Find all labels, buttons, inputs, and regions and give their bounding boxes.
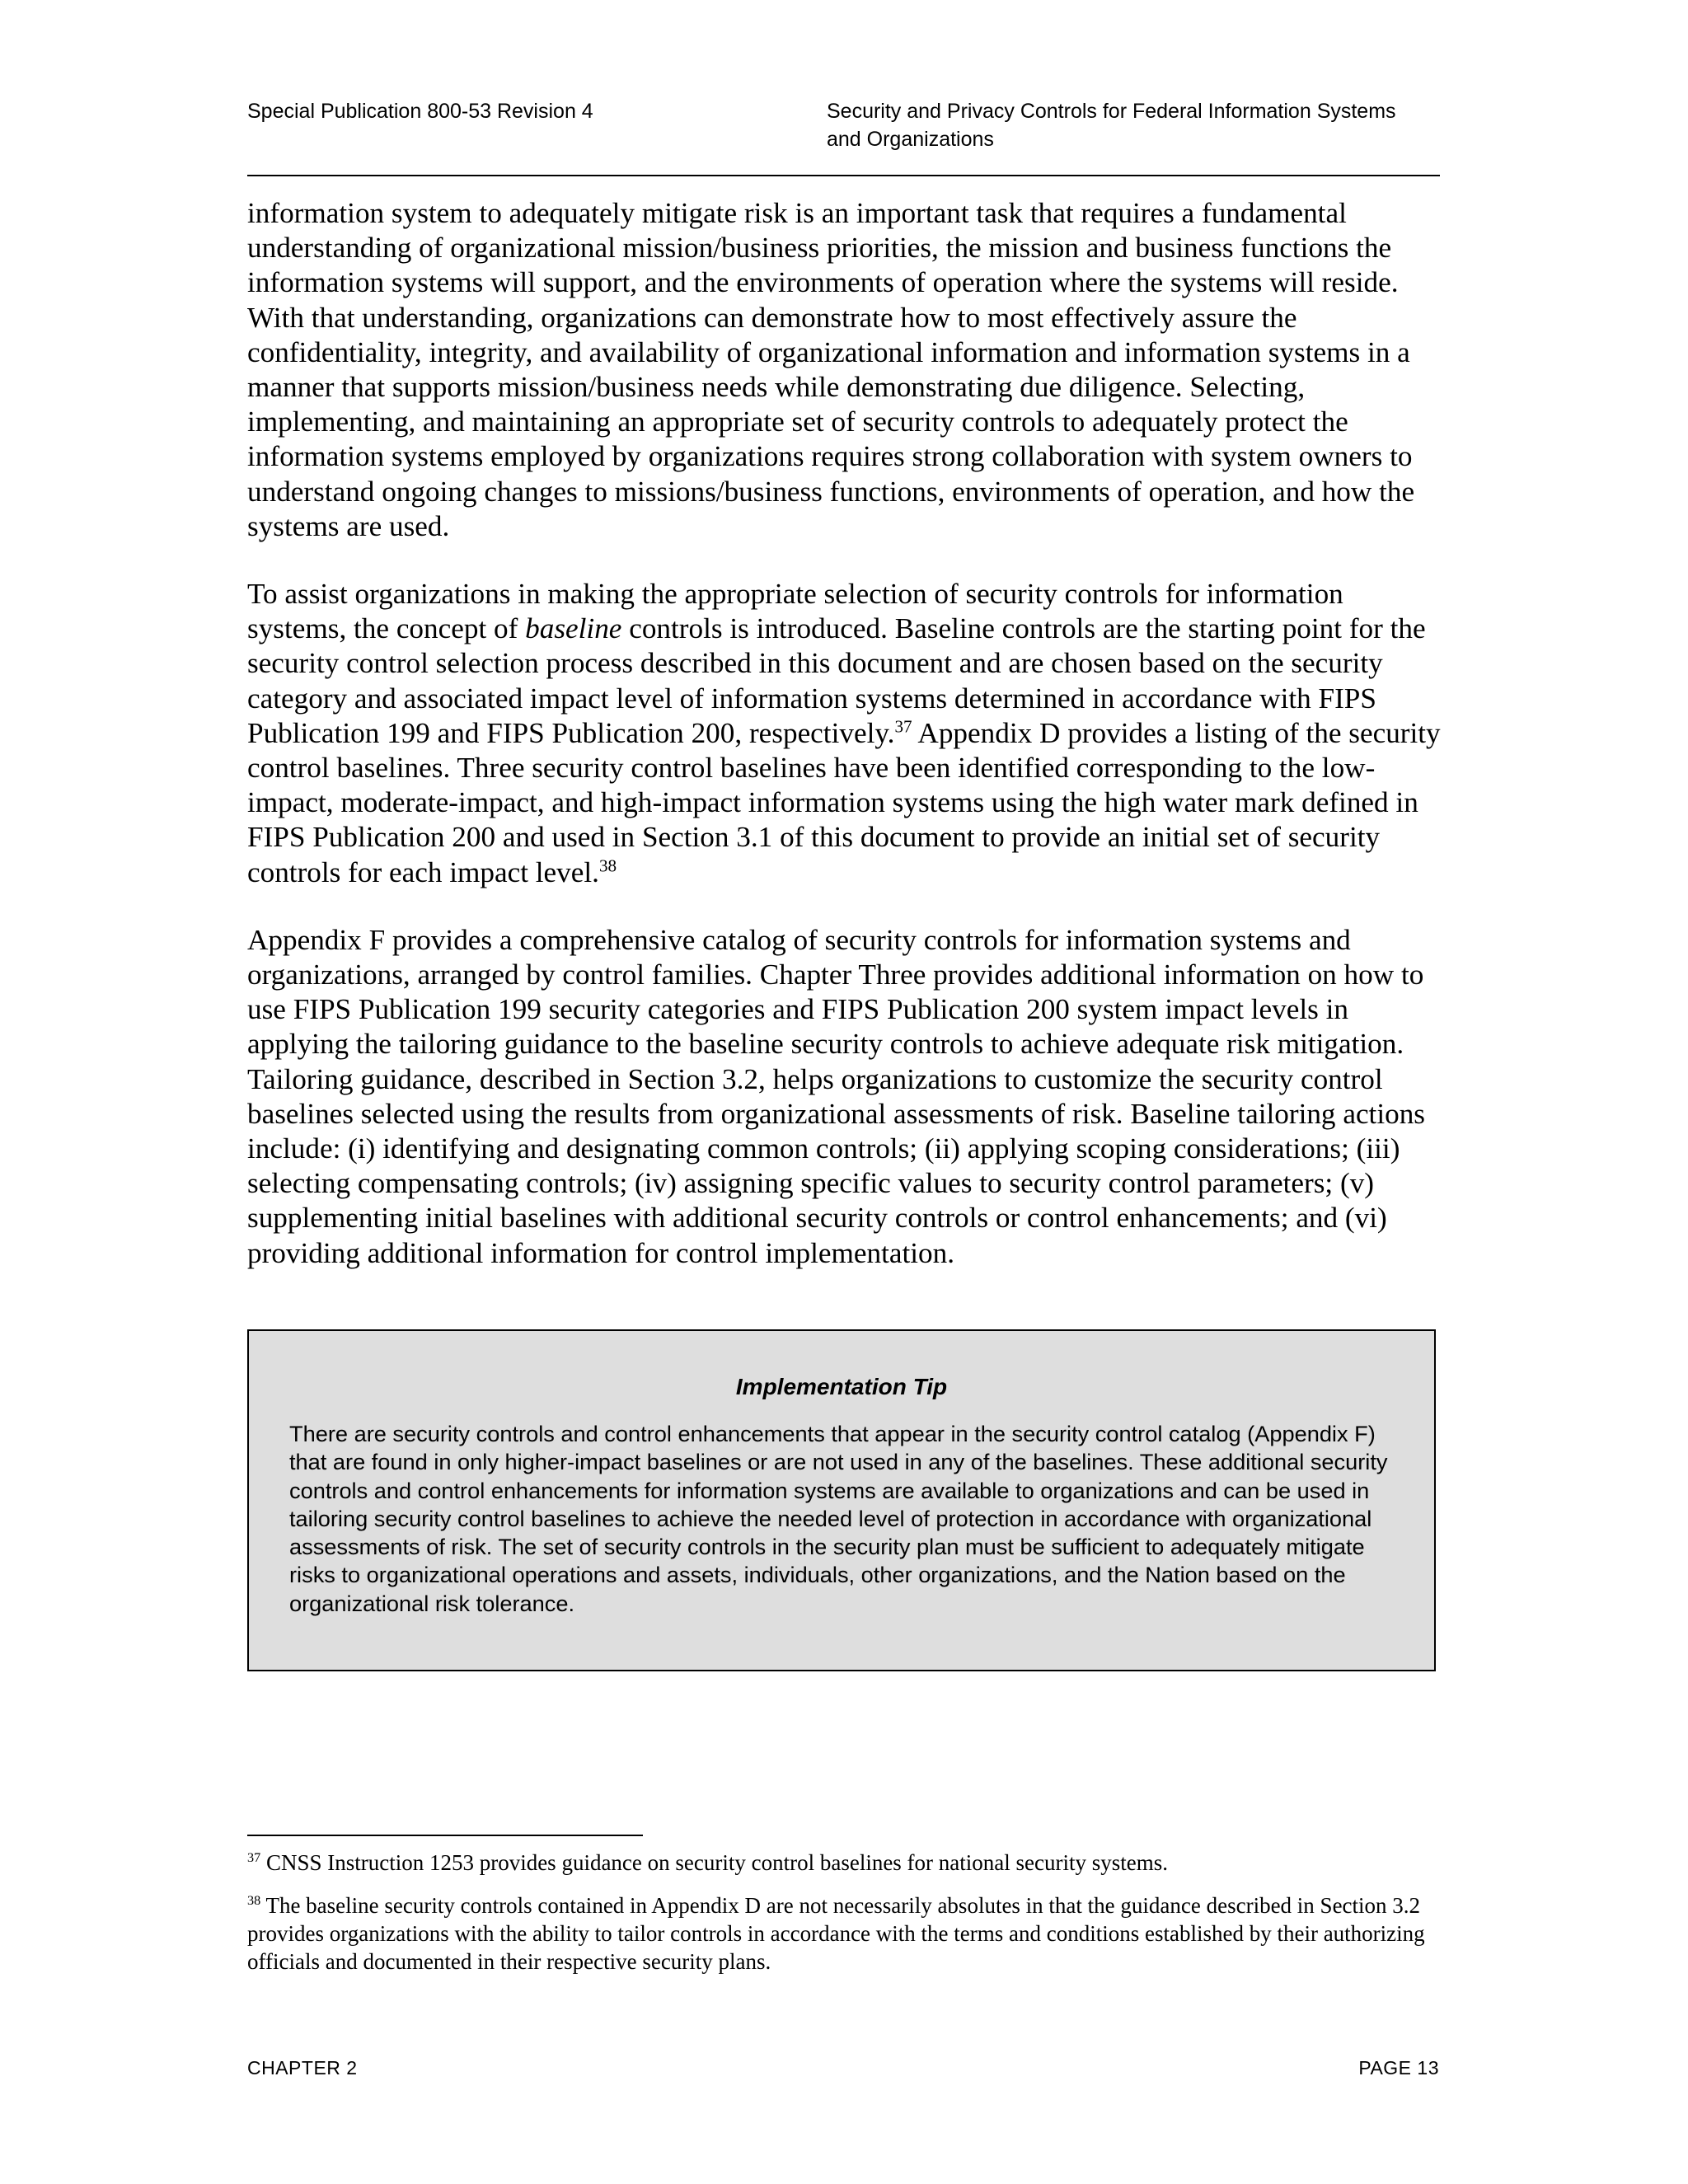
footnote-text-37: CNSS Instruction 1253 provides guidance on security control baselines for national security systems. [260,1850,1168,1875]
tip-text: There are security controls and control enhancements that appear in the security control catalog (Appendix F) that are found in only higher-impact baselines or are not used in any of the baselines. These additional security controls and control enhancements for information systems are available to organizations and can be used in tailoring security control baselines to achieve the needed level of protection in accordance with organizational assessments of risk. The set of security controls in the security plan must be sufficient to adequately mitigate risks to organizational operations and assets, individuals, other organizations, and the Nation based on the organizational risk tolerance. [289,1421,1388,1616]
footnotes [247,1849,1442,1990]
header-title-line2: and Organizations [827,128,994,151]
footnote-number-38: 38 [247,1893,261,1908]
main-body [247,196,1444,1304]
footer-chapter: CHAPTER 2 [247,2057,358,2079]
footnote-divider [247,1835,643,1836]
paragraph-2-part-b: controls is introduced. Baseline controls are the starting point for the security control selection process described in this document and are chosen based on the security category and associated impact level of information systems determined in accordance with FIPS Publication 199 and FIPS Publication 200, respectively. [247,612,1426,749]
paragraph-1: information system to adequately mitigate risk is an important task that requires a fundamental understanding of organizational mission/business priorities, the mission and business functions the information systems will support, and the environments of operation where the systems will reside. With that understanding, organizations can demonstrate how to most effectively assure the confidentiality, integrity, and availability of organizational information and information systems in a manner that supports mission/business needs while demonstrating due diligence. Selecting, implementing, and maintaining an appropriate set of security controls to adequately protect the information systems employed by organizations requires strong collaboration with system owners to understand ongoing changes to missions/business functions, environments of operation, and how the systems are used. [247,197,1415,542]
header-title-line1: Security and Privacy Controls for Federal Information Systems [827,100,1396,123]
footnote-text-38: The baseline security controls contained in Appendix D are not necessarily absolutes in that the guidance described in Section 3.2 provides organizations with the ability to tailor controls in accordance with the terms and conditions established by their authorizing officials and documented in their respective security plans. [247,1893,1425,1974]
paragraph-2-part-a: To assist organizations in making the appropriate selection of security controls for information systems, the concept of [247,578,1343,645]
footnote-number-37: 37 [247,1850,261,1865]
footnote-ref-38[interactable]: 38 [598,855,617,875]
implementation-tip-box [247,1329,1436,1671]
emphasis-baseline: baseline [525,612,622,645]
paragraph-3: Appendix F provides a comprehensive catalog of security controls for information systems and organizations, arranged by control families. Chapter Three provides additional information on how to use FIPS Publication 199 security categories and FIPS Publication 200 system impact levels in applying the tailoring guidance to the baseline security controls to achieve adequate risk mitigation. Tailoring guidance, described in Section 3.2, helps organizations to customize the security control baselines selected using the results from organizational assessments of risk. Baseline tailoring actions include: (i) identifying and designating common controls; (ii) applying scoping considerations; (iii) selecting compensating controls; (iv) assigning specific values to security control parameters; (v) supplementing initial baselines with additional security controls or control enhancements; and (vi) providing additional information for control implementation. [247,923,1425,1269]
header-document-title [827,97,1453,153]
paragraph-2 [247,577,1444,890]
footer-page-number: PAGE 13 [1358,2057,1439,2079]
footnote-ref-37[interactable]: 37 [894,716,912,737]
header-divider [247,175,1440,176]
footnote-37 [247,1849,1442,1877]
header-publication-id: Special Publication 800-53 Revision 4 [247,100,593,123]
paragraph-2-part-c: Appendix D provides a listing of the security control baselines. Three security control baselines have been identified corresponding to the low-impact, moderate-impact, and high-impact information systems using the high water mark defined in FIPS Publication 200 and used in Section 3.1 of this document to provide an initial set of security controls for each impact level. [247,716,1441,888]
footnote-38 [247,1891,1442,1975]
tip-title: Implementation Tip [735,1374,948,1399]
